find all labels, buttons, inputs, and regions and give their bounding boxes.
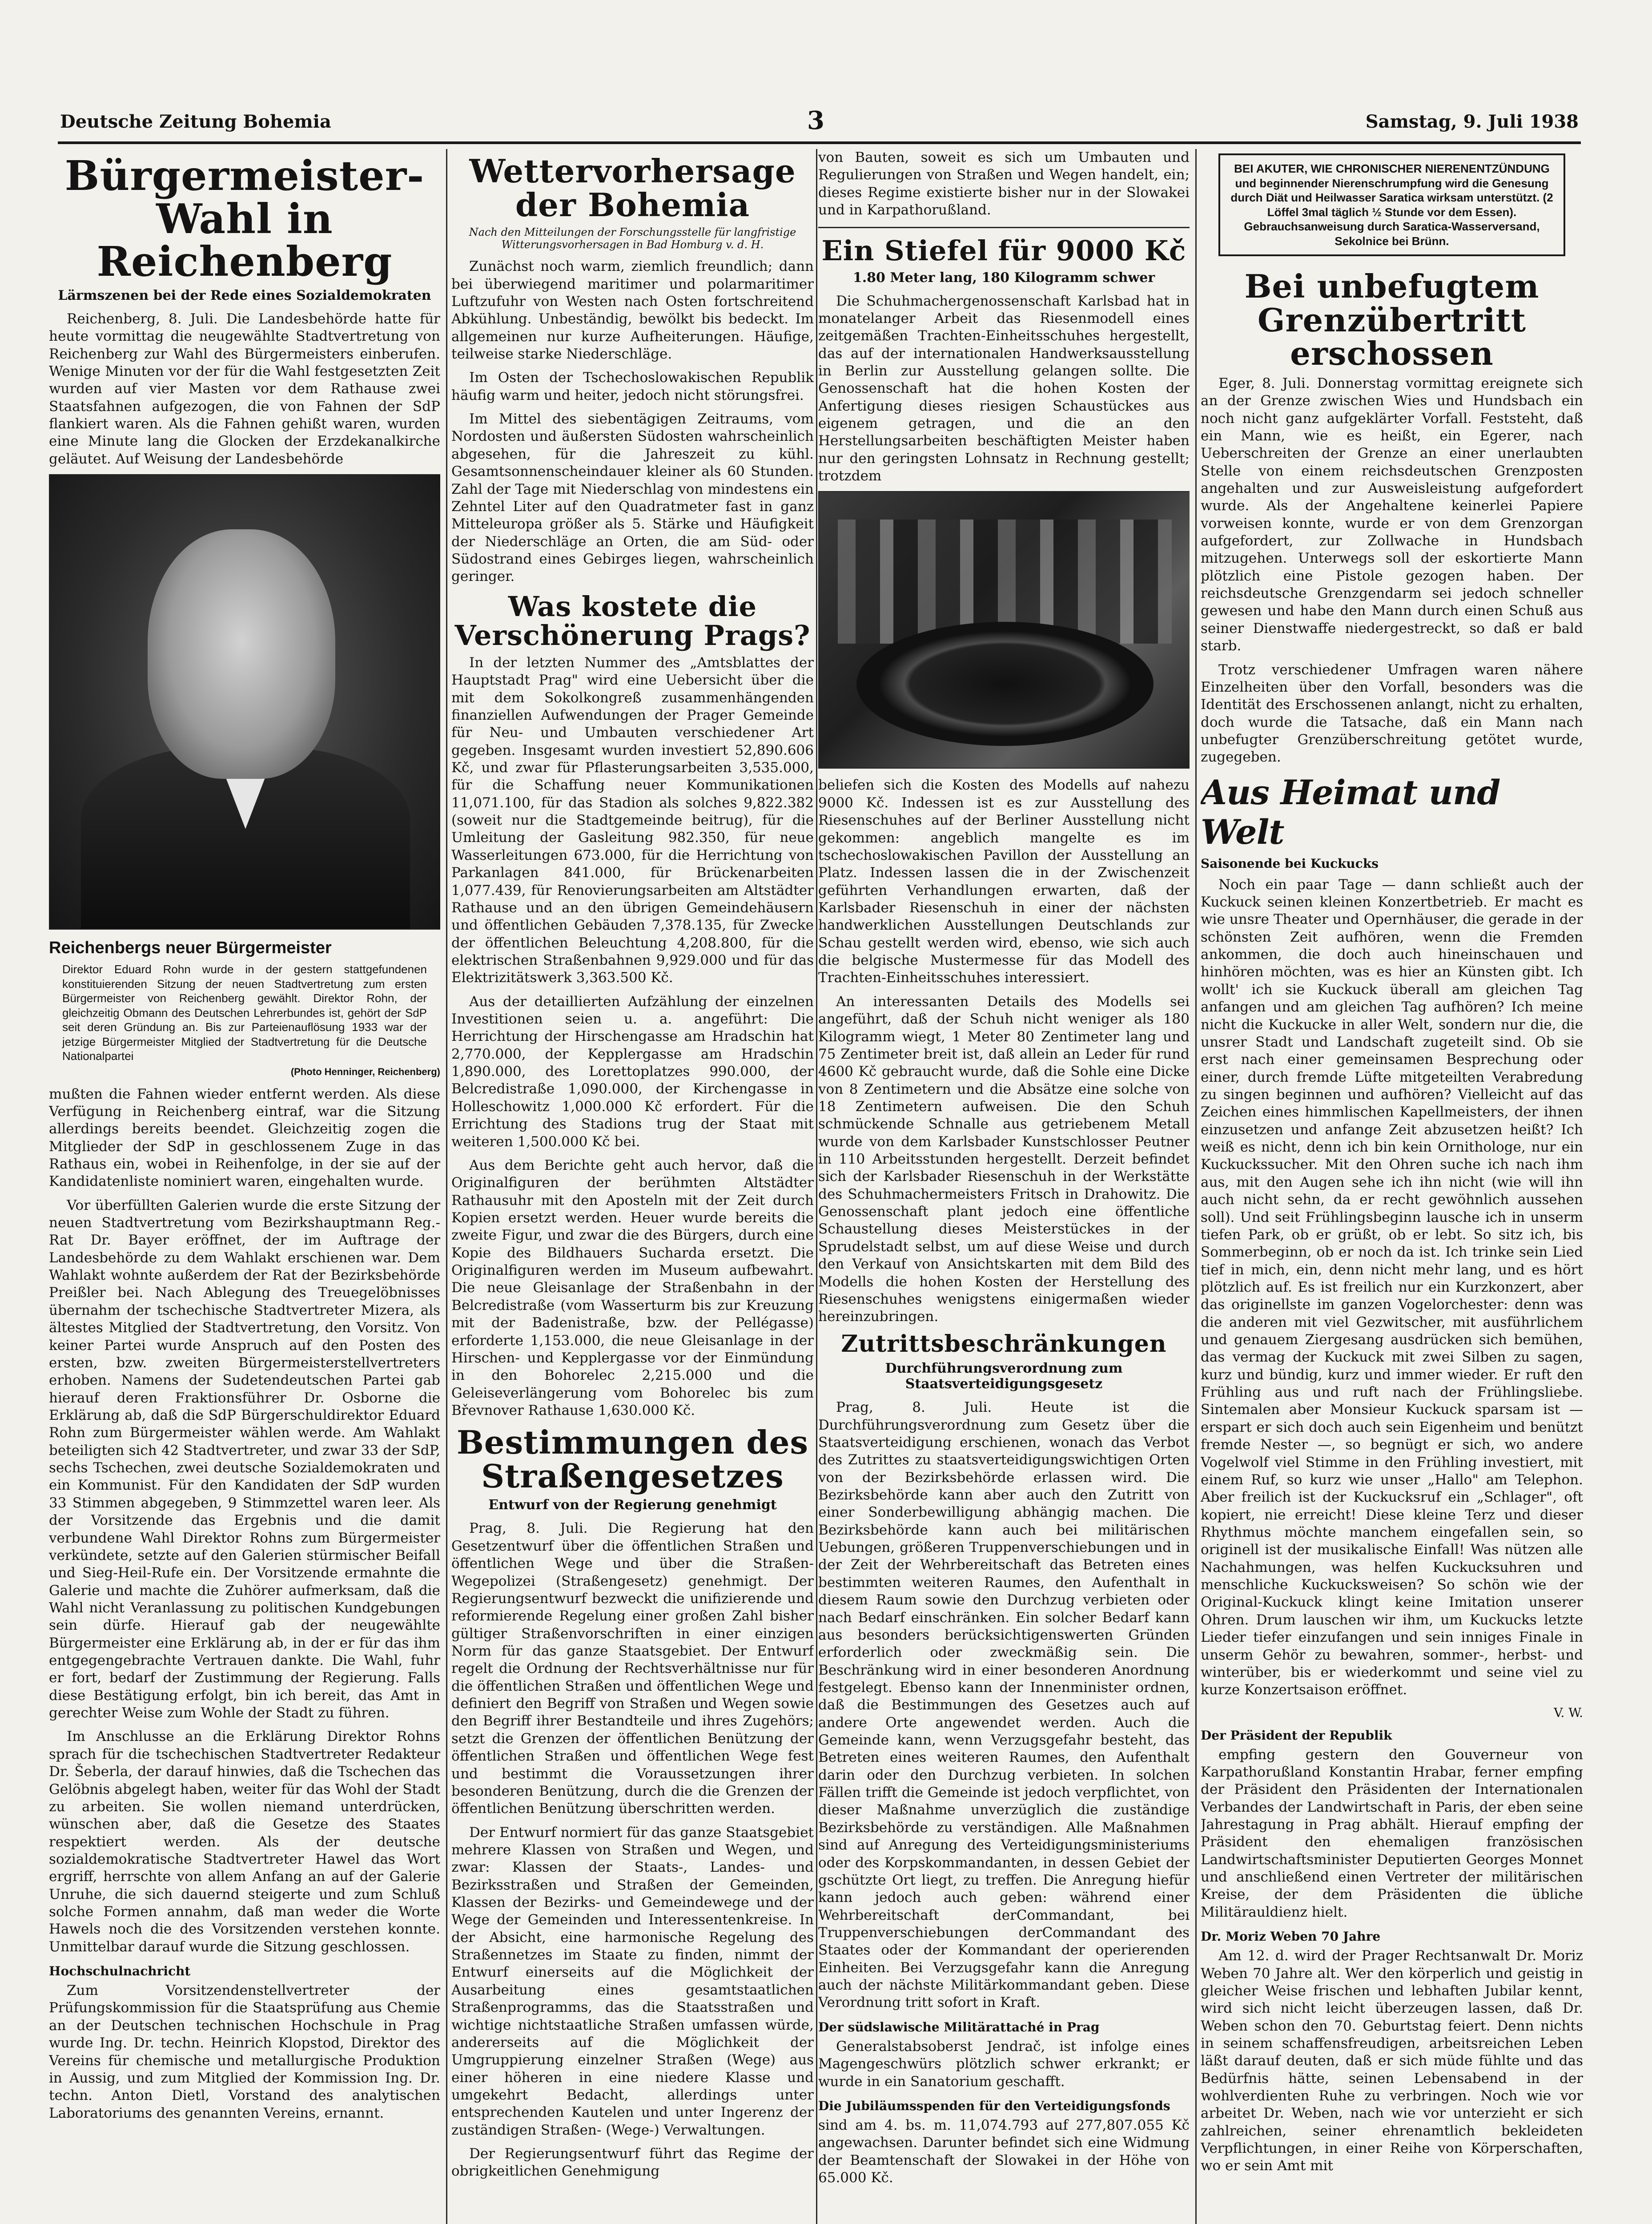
issue-date: Samstag, 9. Juli 1938 bbox=[1365, 111, 1579, 132]
article-paragraph: Prag, 8. Juli. Die Regierung hat den Gesetzentwurf über die öffentlichen Straßen und öffentlichen Wege und über die Straßen-Wegepolizei (Straßengesetz) genehmigt. Der Regierungsentwurf bezweckt die unifizierende und reformierende Regelung einer großen Zahl bisher gültiger Straßenvorschriften in einer einzigen Norm für das ganze Staatsgebiet. Der Entwurf regelt die Ordnung der Rechtsverhältnisse nur für die öffentlichen Straßen und öffentlichen Wege und definiert den Begriff von Straßen und Wegen sowie den Begriff ihrer Bestandteile und ihres Zugehörs; setzt die Grenzen der öffentlichen Benützung der öffentlichen Straßen und öffentlichen Wege fest und bestimmt die Voraussetzungen ihrer besonderen Benützung, durch die die Grenzen der öffentlichen Benützung überschritten werden. bbox=[451, 1520, 814, 1817]
article-paragraph: mußten die Fahnen wieder entfernt werden. Als diese Verfügung in Reichenberg eintraf, war die Sitzung allerdings bereits beendet. Gleichzeitig zogen die Mitglieder der SdP in geschlossenem Zuge in das Rathaus ein, wobei in Reihenfolge, in der sie auf der Kandidatenliste nominiert waren, eingehalten wurde. bbox=[49, 1086, 440, 1190]
column-1 bbox=[49, 149, 440, 2224]
column-divider bbox=[1195, 149, 1197, 2224]
article-paragraph: Der Entwurf normiert für das ganze Staatsgebiet mehrere Klassen von Straßen und Wegen, und zwar: Klassen der Staats-, Landes- und Bezirksstraßen und Straßen der Gemeinden, Klassen der Bezirks- und Gemeindewege und der Wege der Gemeinden und Interessentenkreise. In der Absicht, eine harmonische Regelung des Straßennetzes im Staate zu finden, nimmt der Entwurf einerseits auf die Möglichkeit der Ausarbeitung eines gesamtstaatlichen Straßenprogramms, das die Staatsstraßen und wichtige nichtstaatliche Straßen umfassen würde, andererseits auf die Möglichkeit der Umgruppierung einzelner Straßen (Wege) aus einer höheren in eine niedere Klasse und umgekehrt Bedacht, allerdings unter entsprechenden Kautelen und unter Ingerenz der zuständigen Straßen- (Wege-) Verwaltungen. bbox=[451, 1824, 814, 2138]
article-paragraph: Im Mittel des siebentägigen Zeitraums, vom Nordosten und äußersten Südosten wahrscheinlich abgesehen, für die Jahreszeit zu kühl. Gesamtsonnenscheindauer kleiner als 60 Stunden. Zahl der Tage mit Niederschlag von mindestens ein Zehntel Liter auf den Quadratmeter fast in ganz Mitteleuropa größer als 5. Stärke und Häufigkeit der Niederschläge an Orten, die am Süd- oder Südostrand eines Gebirges liegen, wahrscheinlich geringer. bbox=[451, 411, 814, 585]
article-paragraph: sind am 4. bs. m. 11,074.793 auf 277,807.055 Kč angewachsen. Darunter befindet sich eine Widmung der Beamtenschaft der Slowakei in der Höhe von 65.000 Kč. bbox=[818, 2117, 1190, 2186]
column-divider bbox=[446, 149, 447, 2224]
article-paragraph: An interessanten Details des Modells sei angeführt, daß der Schuh nicht weniger als 180 Kilogramm wiegt, 1 Meter 80 Zentimeter lang und 75 Zentimeter breit ist, daß allein an Leder für rund 4600 Kč gebraucht wurde, daß die Sohle eine Dicke von 8 Zentimetern und die Absätze eine solche von 18 Zentimetern aufweisen. Die den Schuh schmückende Schnalle aus getriebenem Metall wurde von dem Karlsbader Kunstschlosser Peutner in 110 Arbeitsstunden hergestellt. Derzeit befindet sich der Karlsbader Riesenschuh in der Werkstätte des Schuhmachermeisters Fritsch in Drahowitz. Die Genossenschaft plant jedoch eine öffentliche Schaustellung dieses Meisterstückes in der Sprudelstadt selbst, um auf diese Weise und durch den Verkauf von Ansichtskarten mit dem Bild des Modells die hohen Kosten der Herstellung des Riesenschuhes wenigstens einigermaßen wieder hereinzubringen. bbox=[818, 993, 1190, 1325]
headline-buergermeister-wahl: Bürgermeister-Wahl in Reichenberg bbox=[64, 152, 425, 286]
subheading: Die Jubiläumsspenden für den Verteidigungsfonds bbox=[818, 2098, 1170, 2113]
page-number: 3 bbox=[807, 106, 824, 135]
column-4 bbox=[1201, 149, 1583, 2224]
photo-credit: (Photo Henninger, Reichenberg) bbox=[290, 1066, 440, 1077]
article-paragraph: Generalstabsoberst Jendrač, ist infolge eines Magengeschwürs plötzlich schwer erkrankt; er wurde in ein Sanatorium geschafft. bbox=[818, 2038, 1190, 2090]
article-paragraph: beliefen sich die Kosten des Modells auf nahezu 9000 Kč. Indessen ist es zur Ausstellung des Riesenschuhes auf der Berliner Ausstellung nicht gekommen: angeblich mangelte es im tschechoslowakischen Pavillon der Ausstellung an Platz. Indessen lassen die in der Zwischenzeit geführten Verhandlungen erwarten, daß der Karlsbader Riesenschuh in einer der nächsten handwerklichen Ausstellungen Deutschlands zur Schau gestellt werden wird, ebenso, wie sich auch die belgische Mustermesse für das Modell des Trachten-Einheitsschuhes interessiert. bbox=[818, 777, 1190, 986]
article-paragraph: Am 12. d. wird der Prager Rechtsanwalt Dr. Moriz Weben 70 Jahre alt. Wer den körperlich und geistig in gleicher Weise frischen und lebhaften Jubilar kennt, wird sich nicht leicht überzeugen lassen, daß Dr. Weben schon den 70. Geburtstag feiert. Denn nichts in seinem schaffensfreudigen, arbeitsreichen Leben läßt darauf deuten, daß er sich müde fühlte und das Bedürfnis hätte, seinen Lebensabend in der wohlverdienten Ruhe zu verbringen. Noch wie vor arbeitet Dr. Weben, nach wie vor unterzieht er sich zahlreichen, seiner ehrenamtlich bekleideten Verpflichtungen, in einer Reihe von Körperschaften, wo er sein Amt mit bbox=[1201, 1948, 1583, 2174]
headline-strassengesetz: Bestimmungen des Straßengesetzes bbox=[456, 1423, 809, 1495]
photo-shoe bbox=[856, 622, 1154, 746]
deck: 1.80 Meter lang, 180 Kilogramm schwer bbox=[852, 270, 1155, 286]
article-paragraph: Aus dem Berichte geht auch hervor, daß die Originalfiguren der berühmten Altstädter Rathausuhr mit den Aposteln mit der Zeit durch Kopien ersetzt werden. Heuer wurde bereits die zweite Figur, und zwar die des Bürgers, durch eine Kopie des Bildhauers Suchardа ersetzt. Die Originalfiguren werden im Museum aufbewahrt. Die neue Gleisanlage der Straßenbahn in der Belcredistraße (vom Wasserturm bis zur Kreuzung mit der Badenistraße, bzw. der Pellégasse) erforderte 1,153.000, die neue Gleisanlage in der Hirschen- und Kepplergasse vor der Einmündung in den Bohorelec 2,215.000 und die Geleiseverlängerung vom Bohorelec bis zum Břevnover Rathause 1,630.000 Kč. bbox=[451, 1157, 814, 1418]
article-paragraph: von Bauten, soweit es sich um Umbauten und Regulierungen von Straßen und Wegen handelt, ein; dieses Regime existierte bisher nur in der Slowakei und in Karpathorußland. bbox=[818, 149, 1190, 218]
author-signature: V. W. bbox=[1554, 1705, 1583, 1720]
newspaper-title: Deutsche Zeitung Bohemia bbox=[60, 111, 331, 132]
headline-verschoenerung-prags: Was kostete die Verschönerung Prags? bbox=[454, 590, 811, 652]
article-divider bbox=[818, 227, 1190, 228]
subheading: Der südslawische Militärattaché in Prag bbox=[818, 2019, 1100, 2035]
portrait-photo bbox=[49, 474, 440, 930]
subheading: Der Präsident der Republik bbox=[1201, 1728, 1392, 1743]
article-paragraph: In der letzten Nummer des „Amtsblattes der Hauptstadt Prag" wird eine Uebersicht über die mit dem Sokolkongreß zusammenhängenden finanziellen Aufwendungen der Prager Gemeinde für Neu- und Umbauten verschiedener Art gegeben. Insgesamt wurden investiert 52,890.606 Kč, und zwar für Pflasterungsarbeiten 3,535.000, für die Schaffung neuer Kommunikationen 11,071.100, für das Stadion als solches 9,822.382 (soweit nur die Stadtgemeinde beitrug), für die Umleitung der Gasleitung 982.350, für neue Wasserleitungen 673.000, für die Herrichtung von Parkanlagen 841.000, für Brückenarbeiten 1,077.439, für Renovierungsarbeiten am Altstädter Rathause und an den übrigen Gemeindehäusern und öffentlichen Gebäuden 7,378.135, für Zwecke der öffentlichen Beleuchtung 4,208.800, für die elektrischen Straßenbahnen 9,929.000 und für das Elektrizitätswerk 3,363.500 Kč. bbox=[451, 654, 814, 986]
headline-stiefel: Ein Stiefel für 9000 Kč bbox=[821, 234, 1186, 267]
article-paragraph: Zunächst noch warm, ziemlich freundlich; dann bei überwiegend maritimer und polarmaritimer Luftzufuhr von Westen nach Osten fortschreitend Abkühlung. Unbeständig, bewölkt bis bedeckt. Im allgemeinen nur kurze Aufheiterungen. Häufige, teilweise starke Niederschläge. bbox=[451, 258, 814, 362]
article-paragraph: Aus der detaillierten Aufzählung der einzelnen Investitionen seien u. a. angeführt: Die Herrichtung der Hirschengasse am Hradschin hat 2,770.000, der Kepplergasse am Hradschin 1,890.000, des Lorettoplatzes 990.000, der Belcredistraße 1,090.000, der Kirchengasse in Holleschowitz 1,000.000 Kč erfordert. Für die Errichtung des Stadions trug der Staat mit weiteren 1,500.000 Kč bei. bbox=[451, 993, 814, 1150]
article-paragraph: Im Osten der Tschechoslowakischen Republik häufig warm und heiter, jedoch nicht störungsfrei. bbox=[451, 370, 814, 403]
article-paragraph: Zum Vorsitzendenstellvertreter der Prüfungskommission für die Staatsprüfung aus Chemie an der Deutschen technischen Hochschule in Prag wurde Ing. Dr. techn. Heinrich Klopstod, Direktor des Vereins für chemische und metallurgische Produktion in Aussig, und zum Mitglied der Kommission Ing. Dr. techn. Anton Dietl, Vorstand des analytischen Laboratoriums des genannten Vereins, ernannt. bbox=[49, 1982, 440, 2121]
article-paragraph: empfing gestern den Gouverneur von Karpathorußland Konstantin Hrabar, ferner empfing der Präsident den Präsidenten der Internationalen Verbandes der Landwirtschaft in Paris, der eben seine Jahrestagung in Prag abhält. Hierauf empfing der Präsident den ehemaligen französischen Landwirtschaftsminister Deputierten Georges Monnet und anschließend einen Vertreter der militärischen Kreise, der dem Präsidenten die übliche Militärauldienz hielt. bbox=[1201, 1746, 1583, 1920]
column-3 bbox=[818, 149, 1190, 2224]
column-2 bbox=[451, 149, 814, 2224]
subheading: Saisonende bei Kuckucks bbox=[1201, 856, 1379, 871]
article-paragraph: Vor überfüllten Galerien wurde die erste Sitzung der neuen Stadtvertretung vom Bezirkshauptmann Reg.-Rat Dr. Bayer eröffnet, der im Auftrage der Landesbehörde zu dem Wahlakt erschienen war. Dem Wahlakt wohnte außerdem der Rat der Bezirksbehörde Preißler bei. Nach Ablegung des Treuegelöbnisses übernahm der tschechische Stadtvertreter Mizera, als ältestes Mitglied der Stadtvertretung, den Vorsitz. Von keiner Partei wurde Anspruch auf den Posten des ersten, bzw. zweiten Bürgermeisterstellvertreters erhoben. Namens der Sudetendeutschen Partei gab hierauf deren Fraktionsführer Dr. Osborne die Erklärung ab, daß die SdP Bürgerschuldirektor Eduard Rohn zum Bürgermeister wählen werde. Am Wahlakt beteiligten sich 42 Stadtvertreter, und zwar 33 der SdP, sechs Tschechen, zwei deutsche Sozialdemokraten und ein Kommunist. Für den Kandidaten der SdP wurden 33 Stimmen abgegeben, 9 Stimmzettel waren leer. Als der Vorsitzende das Ergebnis und die damit verbundene Wahl Direktor Rohns zum Bürgermeister verkündete, setzte auf den Galerien stürmischer Beifall und Sieg-Heil-Rufe ein. Der Vorsitzende ermahnte die Galerie und machte die Zuhörer aufmerksam, daß die Wahl nicht Veranlassung zu politischen Kundgebungen sein dürfe. Hierauf gab der neugewählte Bürgermeister eine Erklärung ab, in der er für das ihm entgegengebrachte Vertrauen dankte. Die Wahl, fuhr er fort, bedarf der Zustimmung der Regierung. Falls diese Bestätigung erfolgt, bin ich bereit, das Amt in gerechter Weise zum Wohle der Stadt zu führen. bbox=[49, 1197, 440, 1721]
subheading: Dr. Moriz Weben 70 Jahre bbox=[1201, 1929, 1381, 1944]
header-rule bbox=[58, 141, 1581, 144]
workshop-photo bbox=[818, 491, 1190, 769]
column-divider bbox=[816, 149, 817, 2224]
source-note: Nach den Mitteilungen der Forschungsstelle für langfristige Witterungsvorhersagen in Bad Homburg v. d. H. bbox=[469, 226, 796, 251]
deck: Durchführungsverordnung zum Staatsverteidigungsgesetz bbox=[885, 1361, 1123, 1392]
photo-caption-title: Reichenbergs neuer Bürgermeister bbox=[49, 939, 332, 958]
headline-wettervorhersage: Wettervorhersage der Bohemia bbox=[469, 152, 796, 224]
headline-zutrittsbeschraenkungen: Zutrittsbeschränkungen bbox=[841, 1330, 1167, 1358]
portrait-face bbox=[148, 529, 335, 779]
article-paragraph: Der Regierungsentwurf führt das Regime der obrigkeitlichen Genehmigung bbox=[451, 2146, 814, 2180]
subheading: Hochschulnachricht bbox=[49, 1964, 191, 1979]
article-paragraph: Die Schuhmachergenossenschaft Karlsbad hat in monatelanger Arbeit das Riesenmodell eines zeitgemäßen Trachten-Einheitsschuhes hergestellt, das auf der internationalen Handwerksausstellung in Berlin zur Ausstellung gelangen sollte. Die Genossenschaft hat die hohen Kosten der Anfertigung dieses riesigen Schaustückes aus eigenem getragen, und die an den Herstellungsarbeiten beschäftigten Meister haben nur den geringsten Lohnsatz in Rechnung gestellt; trotzdem bbox=[818, 293, 1190, 484]
deck: Entwurf von der Regierung genehmigt bbox=[488, 1497, 777, 1513]
section-heading: Aus Heimat und Welt bbox=[1201, 772, 1500, 852]
article-paragraph: Noch ein paar Tage — dann schließt auch der Kuckuck seinen kleinen Konzertbetrieb. Er macht es wie unsre Theater und Opernhäuser, die gerade in der schönsten Zeit aufhören, wenn die Fremden ankommen, die doch auch hineinschauen und hinhören möchten, was es hier an Künsten gibt. Ich wollt' ich sie Kuckuck überall am gleichen Tag anfangen und am gleichen Tag aufhören? Ich meine nicht die Kuckucke in aller Welt, sondern nur die, die unsrer Stadt und Landschaft zugeteilt sind. Ob sie erst nach einer gemeinsamen Besprechung oder einer, durch fremde Lüfte mitgeteilten Verabredung zu singen beginnen und aufhören? Vielleicht auf das Zeichen eines himmlischen Kapellmeisters, der ihnen einzusetzen und anfange Zeit abzusetzen heißt? Ich weiß es nicht, denn ich bin kein Ornithologe, nur ein Kuckuckssucher. Mit den Ohren suche ich nach ihm aus, mit den Augen sehe ich ihn nicht (wie will ihn auch nicht sehn, da er recht gewöhnlich aussehen soll). Und seit Frühlingsbeginn lausche ich in unserm tiefen Park, ob er grüßt, ob er lebt. So sitz ich, bis Sommerbeginn, ob er noch da ist. Ich trinke sein Lied tief in mich, ein, denn nicht mehr lang, und es hört plötzlich auf. Es ist freilich nur ein Kurzkonzert, aber das originellste im ganzen Vogelorchester: denn was die anderen mit viel Gezwitscher, mit ausführlichem und genauem Ziergesang ausdrücken sich bemühen, das vermag der Kuckuck mit zwei Silben zu sagen, kurz und bündig, kurz und immer wieder. Er ruft den Frühling aus und ruft nach der Frühlingsliebe. Sintemalen aber Monsieur Kuckuck sparsam ist — erspart er sich doch auch sein Eigenheim und benützt fremde Nester —, so begnügt er sich, wo andere Vogelwolf viel Stimme in den Frühling investiert, mit einem Ruf, so kurz wie unser „Hallo" am Telephon. Aber freilich ist der Kuckucksruf ein „Schlager", oft kopiert, nie erreicht! Diese kleine Terz und dieser Rhythmus möchte manchem eingefallen sein, so originell ist der musikalische Einfall! Was nützen alle Nachahmungen, was helfen Kuckucksuhren und menschliche Kuckucksweisen? So schön wie der Original-Kuckuck klingt keine Imitation unserer Ohren. Drum lauschen wir ihm, um Kuckucks letzte Lieder tiefer einzufangen und sein inniges Finale in unserm Gehör zu bewahren, sommer-, herbst- und winterüber, bis er wiederkommt und seine viel zu kurze Konzertsaison eröffnet. bbox=[1201, 876, 1583, 1698]
deck: Lärmszenen bei der Rede eines Sozialdemokraten bbox=[58, 287, 431, 303]
headline-grenzuebertritt: Bei unbefugtem Grenzübertritt erschossen bbox=[1244, 267, 1539, 373]
article-paragraph: Im Anschlusse an die Erklärung Direktor Rohns sprach für die tschechischen Stadtvertreter Redakteur Dr. Šeberla, der darauf hinwies, daß die Tschechen das Gelöbnis abgelegt haben, weiter für das Wohl der Stadt zu arbeiten. Sie wollen niemand unterdrücken, wünschen aber, daß die Gesetze des Staates respektiert werden. Als der deutsche sozialdemokratische Stadtvertreter Hawel das Wort ergriff, herrschte von allem Anfang an auf der Galerie Unruhe, die sich dauernd steigerte und zum Schluß solche Formen annahm, daß man weder die Worte Hawels noch die des Vorsitzenden verstehen konnte. Unmittelbar darauf wurde die Sitzung geschlossen. bbox=[49, 1728, 440, 1955]
article-paragraph: Reichenberg, 8. Juli. Die Landesbehörde hatte für heute vormittag die neugewählte Stadtvertretung von Reichenberg zur Wahl des Bürgermeisters einberufen. Wenige Minuten vor der für die Wahl festgesetzten Zeit wurden auf vier Masten vor dem Rathause zwei Staatsfahnen aufgezogen, die von Fahnen der SdP flankiert waren. Als die Fahnen gehißt waren, wurden eine Minute lang die Glocken der Erzdekanalkirche geläutet. Auf Weisung der Landesbehörde bbox=[49, 310, 440, 467]
advertisement: BEI AKUTER, WIE CHRONISCHER NIERENENTZÜNDUNG und beginnender Nierenschrumpfung wird die Genesung durch Diät und Heilwasser Saratica wirksam unterstützt. (2 Löffel 3mal täglich ½ Stunde vor dem Essen). Gebrauchsanweisung durch Saratica-Wasserversand, Sekolnice bei Brünn. bbox=[1218, 153, 1565, 256]
article-paragraph: Prag, 8. Juli. Heute ist die Durchführungsverordnung zum Gesetz über die Staatsverteidigung erschienen, wonach das Verbot des Zutrittes zu staatsverteidigungswichtigen Orten von der Bezirksbehörde erlassen wird. Die Bezirksbehörde kann aber auch den Zutritt von einer Sonderbewilligung abhängig machen. Die Bezirksbehörde kann auch bei militärischen Uebungen, größeren Truppenverschiebungen und in der Zeit der Wehrbereitschaft das Betreten eines bestimmten weiteren Raumes, den Aufenthalt in diesem Raum sowie den Durchzug verbieten oder nach Bedarf einschränken. Ein solcher Bedarf kann aus besonders berücksichtigenswerten Gründen erforderlich oder zweckmäßig sein. Die Beschränkung wird in einer besonderen Anordnung festgelegt. Ebenso kann der Innenminister ordnen, daß die Bestimmungen des Gesetzes auch auf andere Orte angewendet werden. Auch die Gemeinde kann, wenn Verzugsgefahr besteht, das Betreten eines weiteren Raumes, den Aufenthalt darin oder den Durchzug verbieten. In solchen Fällen trifft die Gemeinde ist jedoch verpflichtet, von dieser Maßnahme unverzüglich die zuständige Bezirksbehörde zu verständigen. Alle Maßnahmen sind auf Anregung des Verteidigungsministeriums oder des Korpskommandanten, in dessen Gebiet der gschützte Ort liegt, zu treffen. Die Anregung hiefür kann jedoch auch geben: während einer Wehrbereitschaft derCommandant, bei Truppenverschiebungen derCommandant des Staates oder der Kommandant der operierenden Einheiten. Bei Verzugsgefahr kann die Anregung auch der nächste Militärkommandant geben. Diese Verordnung tritt sofort in Kraft. bbox=[818, 1399, 1190, 2011]
photo-caption: Direktor Eduard Rohn wurde in der gestern stattgefundenen konstituierenden Sitzung der neuen Stadtvertretung zum ersten Bürgermeister von Reichenberg gewählt. Direktor Rohn, der gleichzeitig Obmann des Deutschen Lehrerbundes ist, gehört der SdP seit deren Gründung an. Bis zur Parteienauflösung 1933 war der jetzige Bürgermeister Mitglied der Stadtvertretung für die Deutsche Nationalpartei bbox=[62, 963, 427, 1063]
article-paragraph: Trotz verschiedener Umfragen waren nähere Einzelheiten über den Vorfall, besonders was die Identität des Erschossenen anlangt, nicht zu erhalten, doch wurde die Tatsache, daß ein Mann nach unbefugter Grenzüberschreitung getötet wurde, zugegeben. bbox=[1201, 661, 1583, 766]
article-paragraph: Eger, 8. Juli. Donnerstag vormittag ereignete sich an der Grenze zwischen Wies und Hundsbach ein noch nicht ganz aufgeklärter Vorfall. Feststeht, daß ein Mann, wie es heißt, ein Egerer, nach Ueberschreiten der Grenze an einer unerlaubten Stelle von einem reichsdeutschen Grenzposten angehalten und zur Ausweisleistung aufgefordert wurde. Als der Angehaltene keinerlei Papiere vorweisen konnte, wurde er von dem Grenzorgan aufgefordert, zur Zollwache in Hundsbach mitzugehen. Unterwegs soll der eskortierte Mann plötzlich eine Pistole gezogen haben. Der reichsdeutsche Grenzgendarm sei jedoch schneller gewesen und habe den Mann durch einen Schuß aus seiner Dienstwaffe niedergestreckt, so daß er bald starb. bbox=[1201, 375, 1583, 654]
